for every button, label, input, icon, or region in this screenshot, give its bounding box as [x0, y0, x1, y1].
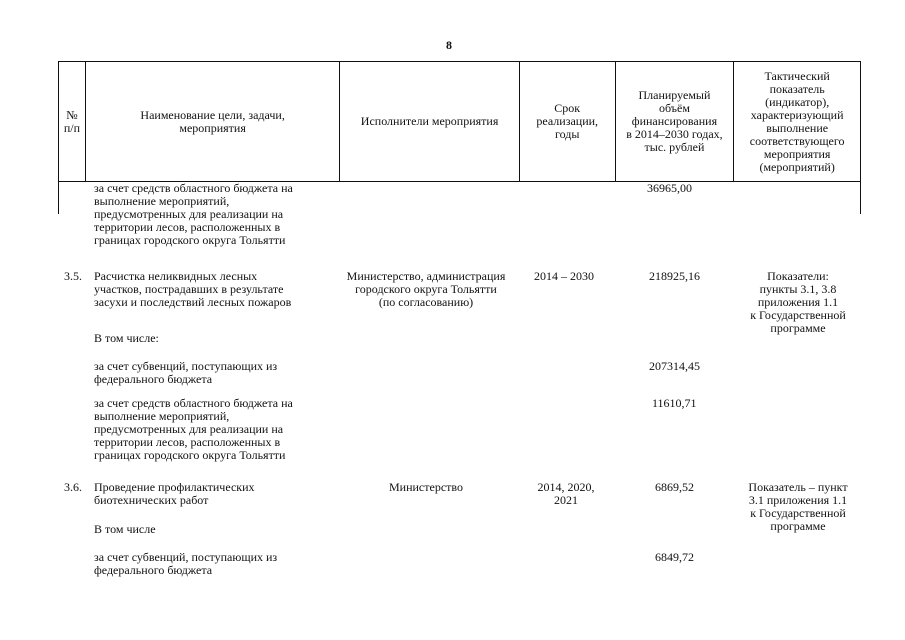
header-indicator: Тактический показатель (индикатор), характеризующий выполнение соответствующего мероприятия (мероприятий): [749, 68, 845, 174]
header-financing: Планируемый объём финансирования в 2014–2030 годах, тыс. рублей: [616, 62, 735, 181]
table-header: [58, 61, 861, 182]
header-term: Срок реализации, годы: [520, 62, 616, 181]
row-indicator: Показатели: пункты 3.1, 3.8 приложения 1.1 к Государственной программе: [750, 269, 846, 335]
table-border-left: [58, 182, 59, 214]
financing-value: 36965,00: [647, 181, 692, 195]
list-item: за счет субвенций, поступающих из федерального бюджета: [94, 550, 278, 577]
row-number: 3.6.: [64, 480, 82, 494]
financing-value: 207314,45: [649, 359, 700, 373]
financing-value: 11610,71: [652, 396, 697, 410]
financing-value: 6869,52: [655, 480, 694, 494]
financing-value: 6849,72: [655, 550, 694, 564]
table-border-right: [860, 182, 861, 214]
row-indicator: Показатель – пункт 3.1 приложения 1.1 к Государственной программе: [748, 480, 848, 533]
header-name: Наименование цели, задачи, мероприятия: [86, 62, 340, 181]
list-item: за счет средств областного бюджета на выполнение мероприятий, предусмотренных для реализации на территории лесов, расположенных в границах городского округа Тольятти: [94, 396, 293, 462]
row-term: 2014 – 2030: [534, 269, 594, 283]
row-name: Проведение профилактических биотехнических работ: [94, 480, 255, 507]
row-number: 3.5.: [64, 269, 82, 283]
header-executors: Исполнители мероприятия: [340, 62, 520, 181]
financing-value: 218925,16: [649, 269, 700, 283]
including-label: В том числе:: [94, 331, 159, 345]
list-item: за счет средств областного бюджета на выполнение мероприятий, предусмотренных для реализации на территории лесов, расположенных в границах городского округа Тольятти: [94, 181, 293, 247]
page-number: 8: [446, 38, 452, 52]
including-label: В том числе: [94, 522, 156, 536]
header-number: № п/п: [59, 62, 86, 181]
row-executors: Министерство, администрация городского округа Тольятти (по согласованию): [346, 269, 506, 309]
row-executors: Министерство: [389, 480, 463, 494]
row-term: 2014, 2020, 2021: [537, 480, 595, 507]
list-item: за счет субвенций, поступающих из федерального бюджета: [94, 359, 278, 386]
row-name: Расчистка неликвидных лесных участков, пострадавших в результате засухи и последствий лесных пожаров: [94, 269, 292, 309]
